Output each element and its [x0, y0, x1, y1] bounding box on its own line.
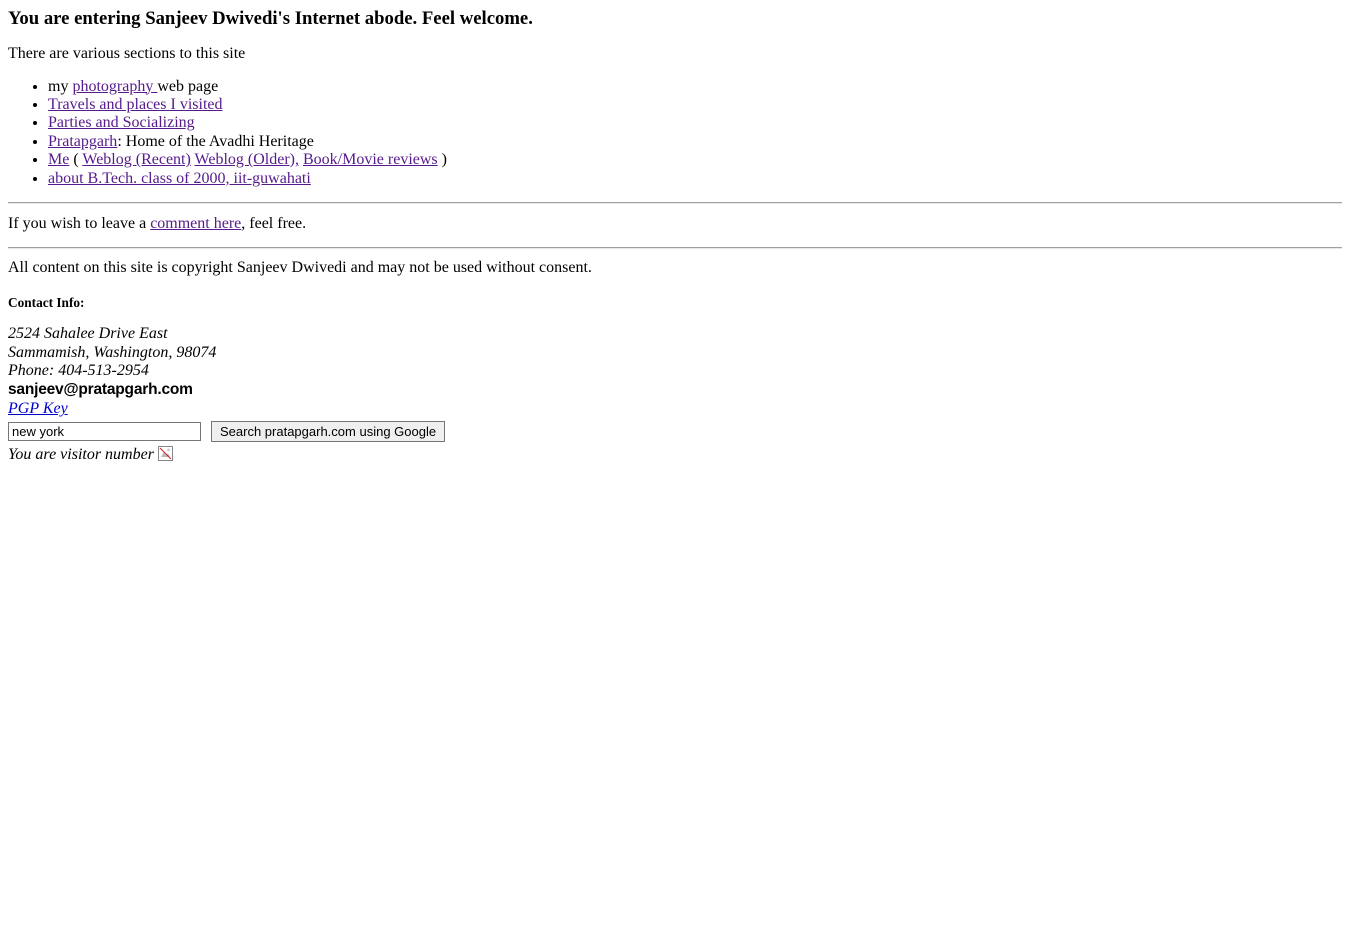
- link-weblog-older[interactable]: Weblog (Older),: [194, 151, 299, 169]
- me-open-paren: (: [69, 151, 79, 169]
- photography-suffix: web page: [157, 77, 219, 95]
- list-item: [48, 170, 1342, 188]
- phone-number: Phone: 404-513-2954: [8, 361, 149, 379]
- sections-list: [8, 78, 1342, 188]
- list-item: [48, 114, 1342, 132]
- divider-bottom: [8, 247, 1342, 249]
- page-container: [0, 0, 1350, 463]
- pratapgarh-suffix: : Home of the Avadhi Heritage: [117, 132, 314, 150]
- address-line-2: Sammamish, Washington, 98074: [8, 343, 217, 361]
- intro-text: There are various sections to this site: [8, 45, 246, 63]
- google-search-form: [8, 421, 1342, 442]
- link-me[interactable]: Me: [48, 151, 70, 169]
- contact-info-label: Contact Info:: [8, 295, 85, 311]
- link-pgp-key[interactable]: PGP Key: [8, 400, 68, 418]
- link-parties[interactable]: Parties and Socializing: [48, 114, 195, 132]
- link-pratapgarh[interactable]: Pratapgarh: [48, 132, 118, 150]
- comment-line: [8, 214, 1342, 233]
- list-item: [48, 151, 1342, 169]
- copyright-text: All content on this site is copyright Sanjeev Dwivedi and may not be used without consent.: [8, 259, 592, 277]
- me-close-paren: ): [441, 151, 447, 169]
- link-travels[interactable]: Travels and places I visited: [48, 96, 223, 114]
- link-comment-here[interactable]: comment here: [150, 214, 242, 232]
- comment-suffix: , feel free.: [241, 214, 307, 232]
- visitor-counter-label: You are visitor number: [8, 445, 154, 463]
- link-book-movie-reviews[interactable]: Book/Movie reviews: [303, 151, 438, 169]
- link-photography[interactable]: photography: [72, 77, 158, 95]
- contact-address: [8, 325, 1342, 418]
- list-item: [48, 133, 1342, 151]
- search-input[interactable]: [8, 422, 201, 441]
- email-address: sanjeev@pratapgarh.com: [8, 381, 193, 399]
- search-submit-button[interactable]: [211, 421, 445, 442]
- address-line-1: 2524 Sahalee Drive East: [8, 325, 168, 343]
- pgp-key-line: [8, 400, 1342, 418]
- comment-prefix: If you wish to leave a: [8, 214, 151, 232]
- list-item: [48, 78, 1342, 96]
- page-title: You are entering Sanjeev Dwivedi's Internet abode. Feel welcome.: [8, 8, 533, 29]
- visitor-counter-line: [8, 446, 1342, 464]
- divider-top: [8, 202, 1342, 204]
- photography-prefix: my: [48, 77, 73, 95]
- list-item: [48, 96, 1342, 114]
- broken-image-icon: [158, 446, 173, 461]
- link-iitg-class-2000[interactable]: about B.Tech. class of 2000, iit-guwahati: [48, 169, 311, 187]
- link-weblog-recent[interactable]: Weblog (Recent): [82, 151, 191, 169]
